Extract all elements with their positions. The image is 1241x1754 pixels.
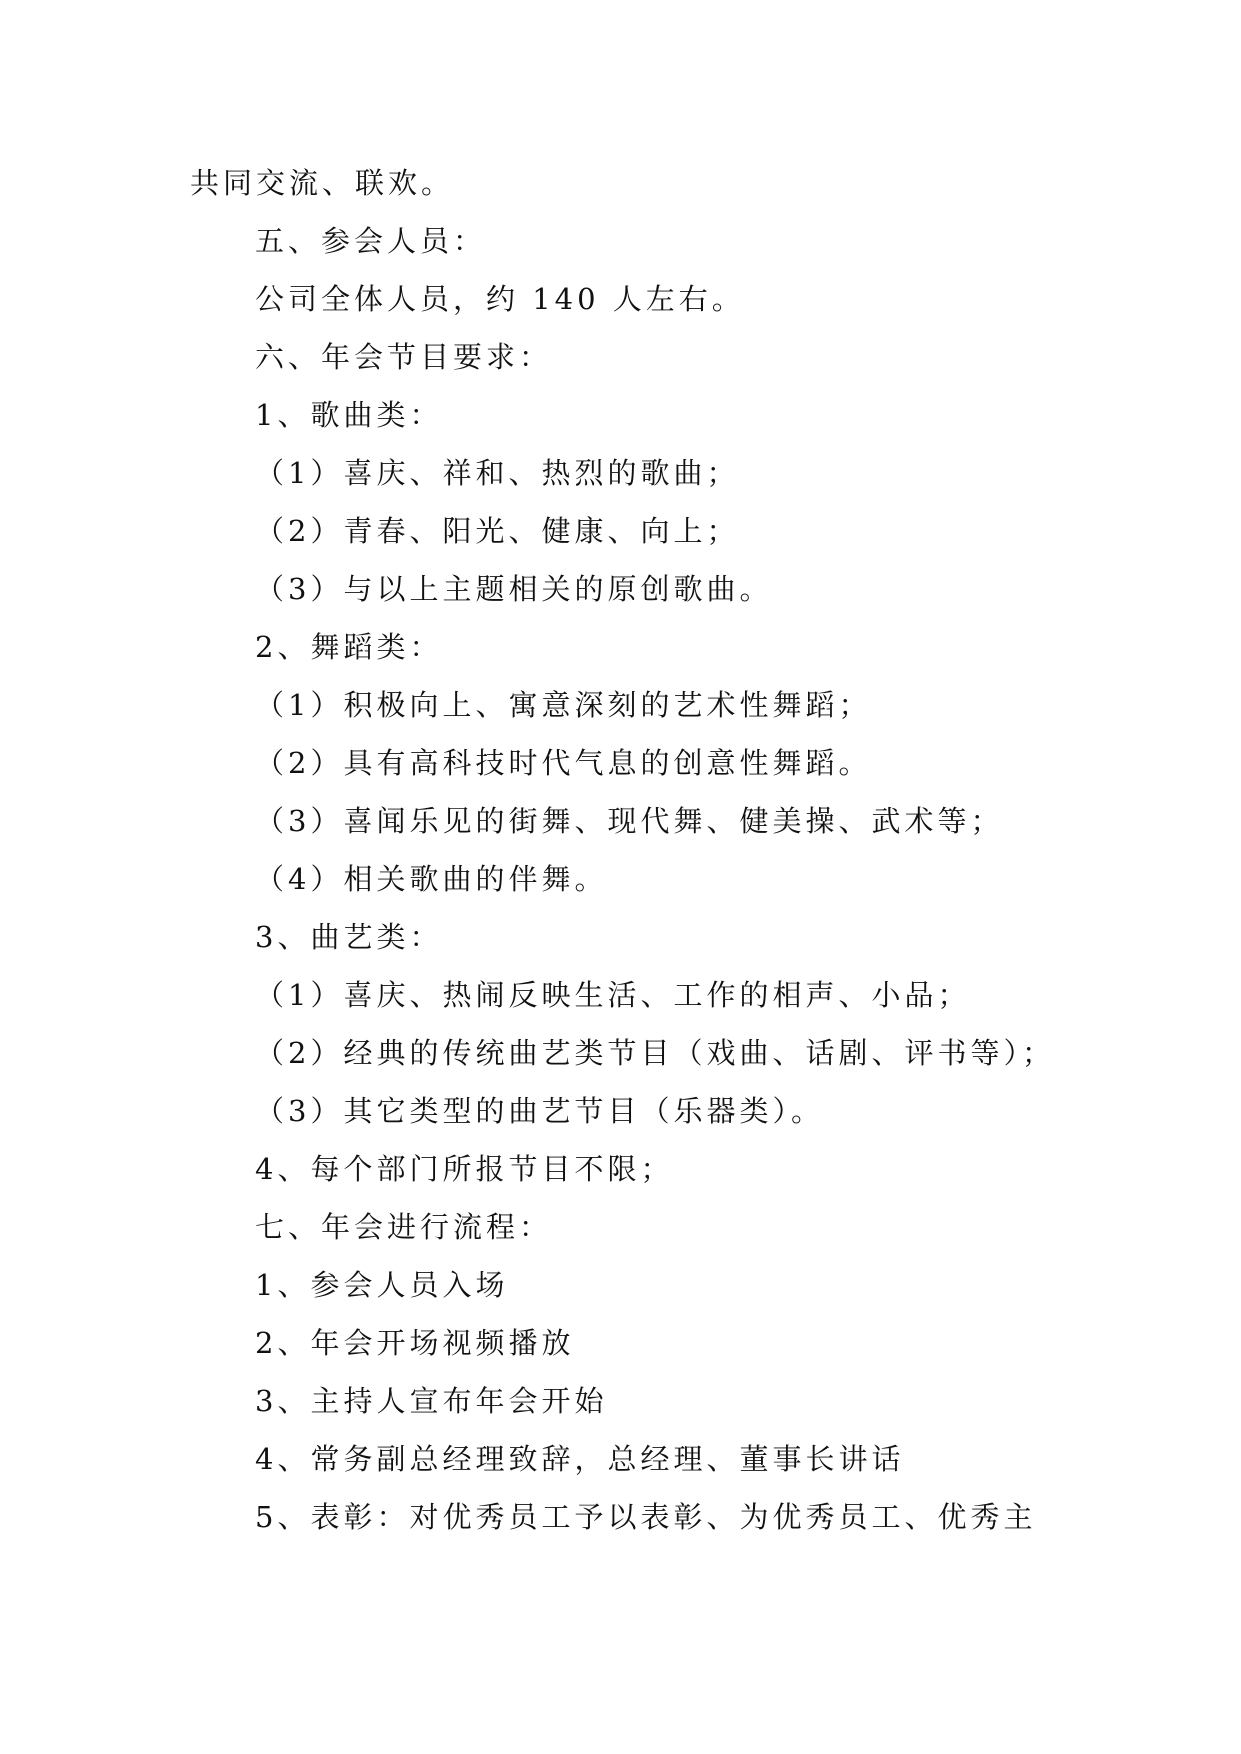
list-item: 4、每个部门所报节目不限； [255, 1152, 674, 1186]
list-item: （1）积极向上、寓意深刻的艺术性舞蹈； [255, 688, 872, 722]
subheading-dance: 2、舞蹈类： [255, 630, 443, 664]
agenda-item: 3、主持人宣布年会开始 [255, 1384, 608, 1418]
subheading-folk-arts: 3、曲艺类： [255, 920, 443, 954]
list-item: （3）其它类型的曲艺节目（乐器类）。 [255, 1094, 824, 1128]
list-item: （2）经典的传统曲艺类节目（戏曲、话剧、评书等）； [255, 1036, 1055, 1070]
agenda-item: 2、年会开场视频播放 [255, 1326, 575, 1360]
agenda-item: 4、常务副总经理致辞，总经理、董事长讲话 [255, 1442, 905, 1476]
list-item: （4）相关歌曲的伴舞。 [255, 862, 608, 896]
list-item: （1）喜庆、祥和、热烈的歌曲； [255, 456, 740, 490]
list-item: （2）青春、阳光、健康、向上； [255, 514, 740, 548]
list-item: （1）喜庆、热闹反映生活、工作的相声、小品； [255, 978, 971, 1012]
section-heading-program-requirements: 六、年会节目要求： [255, 340, 553, 374]
text-line-continuation: 共同交流、联欢。 [190, 166, 455, 200]
subheading-songs: 1、歌曲类： [255, 398, 443, 432]
list-item: （3）与以上主题相关的原创歌曲。 [255, 572, 773, 606]
agenda-item: 5、表彰：对优秀员工予以表彰、为优秀员工、优秀主 [255, 1500, 1037, 1534]
agenda-item: 1、参会人员入场 [255, 1268, 509, 1302]
list-item: （2）具有高科技时代气息的创意性舞蹈。 [255, 746, 872, 780]
section-heading-attendees: 五、参会人员： [255, 224, 487, 258]
text-line-attendees: 公司全体人员，约 140 人左右。 [255, 282, 745, 316]
section-heading-agenda: 七、年会进行流程： [255, 1210, 553, 1244]
list-item: （3）喜闻乐见的街舞、现代舞、健美操、武术等； [255, 804, 1004, 838]
